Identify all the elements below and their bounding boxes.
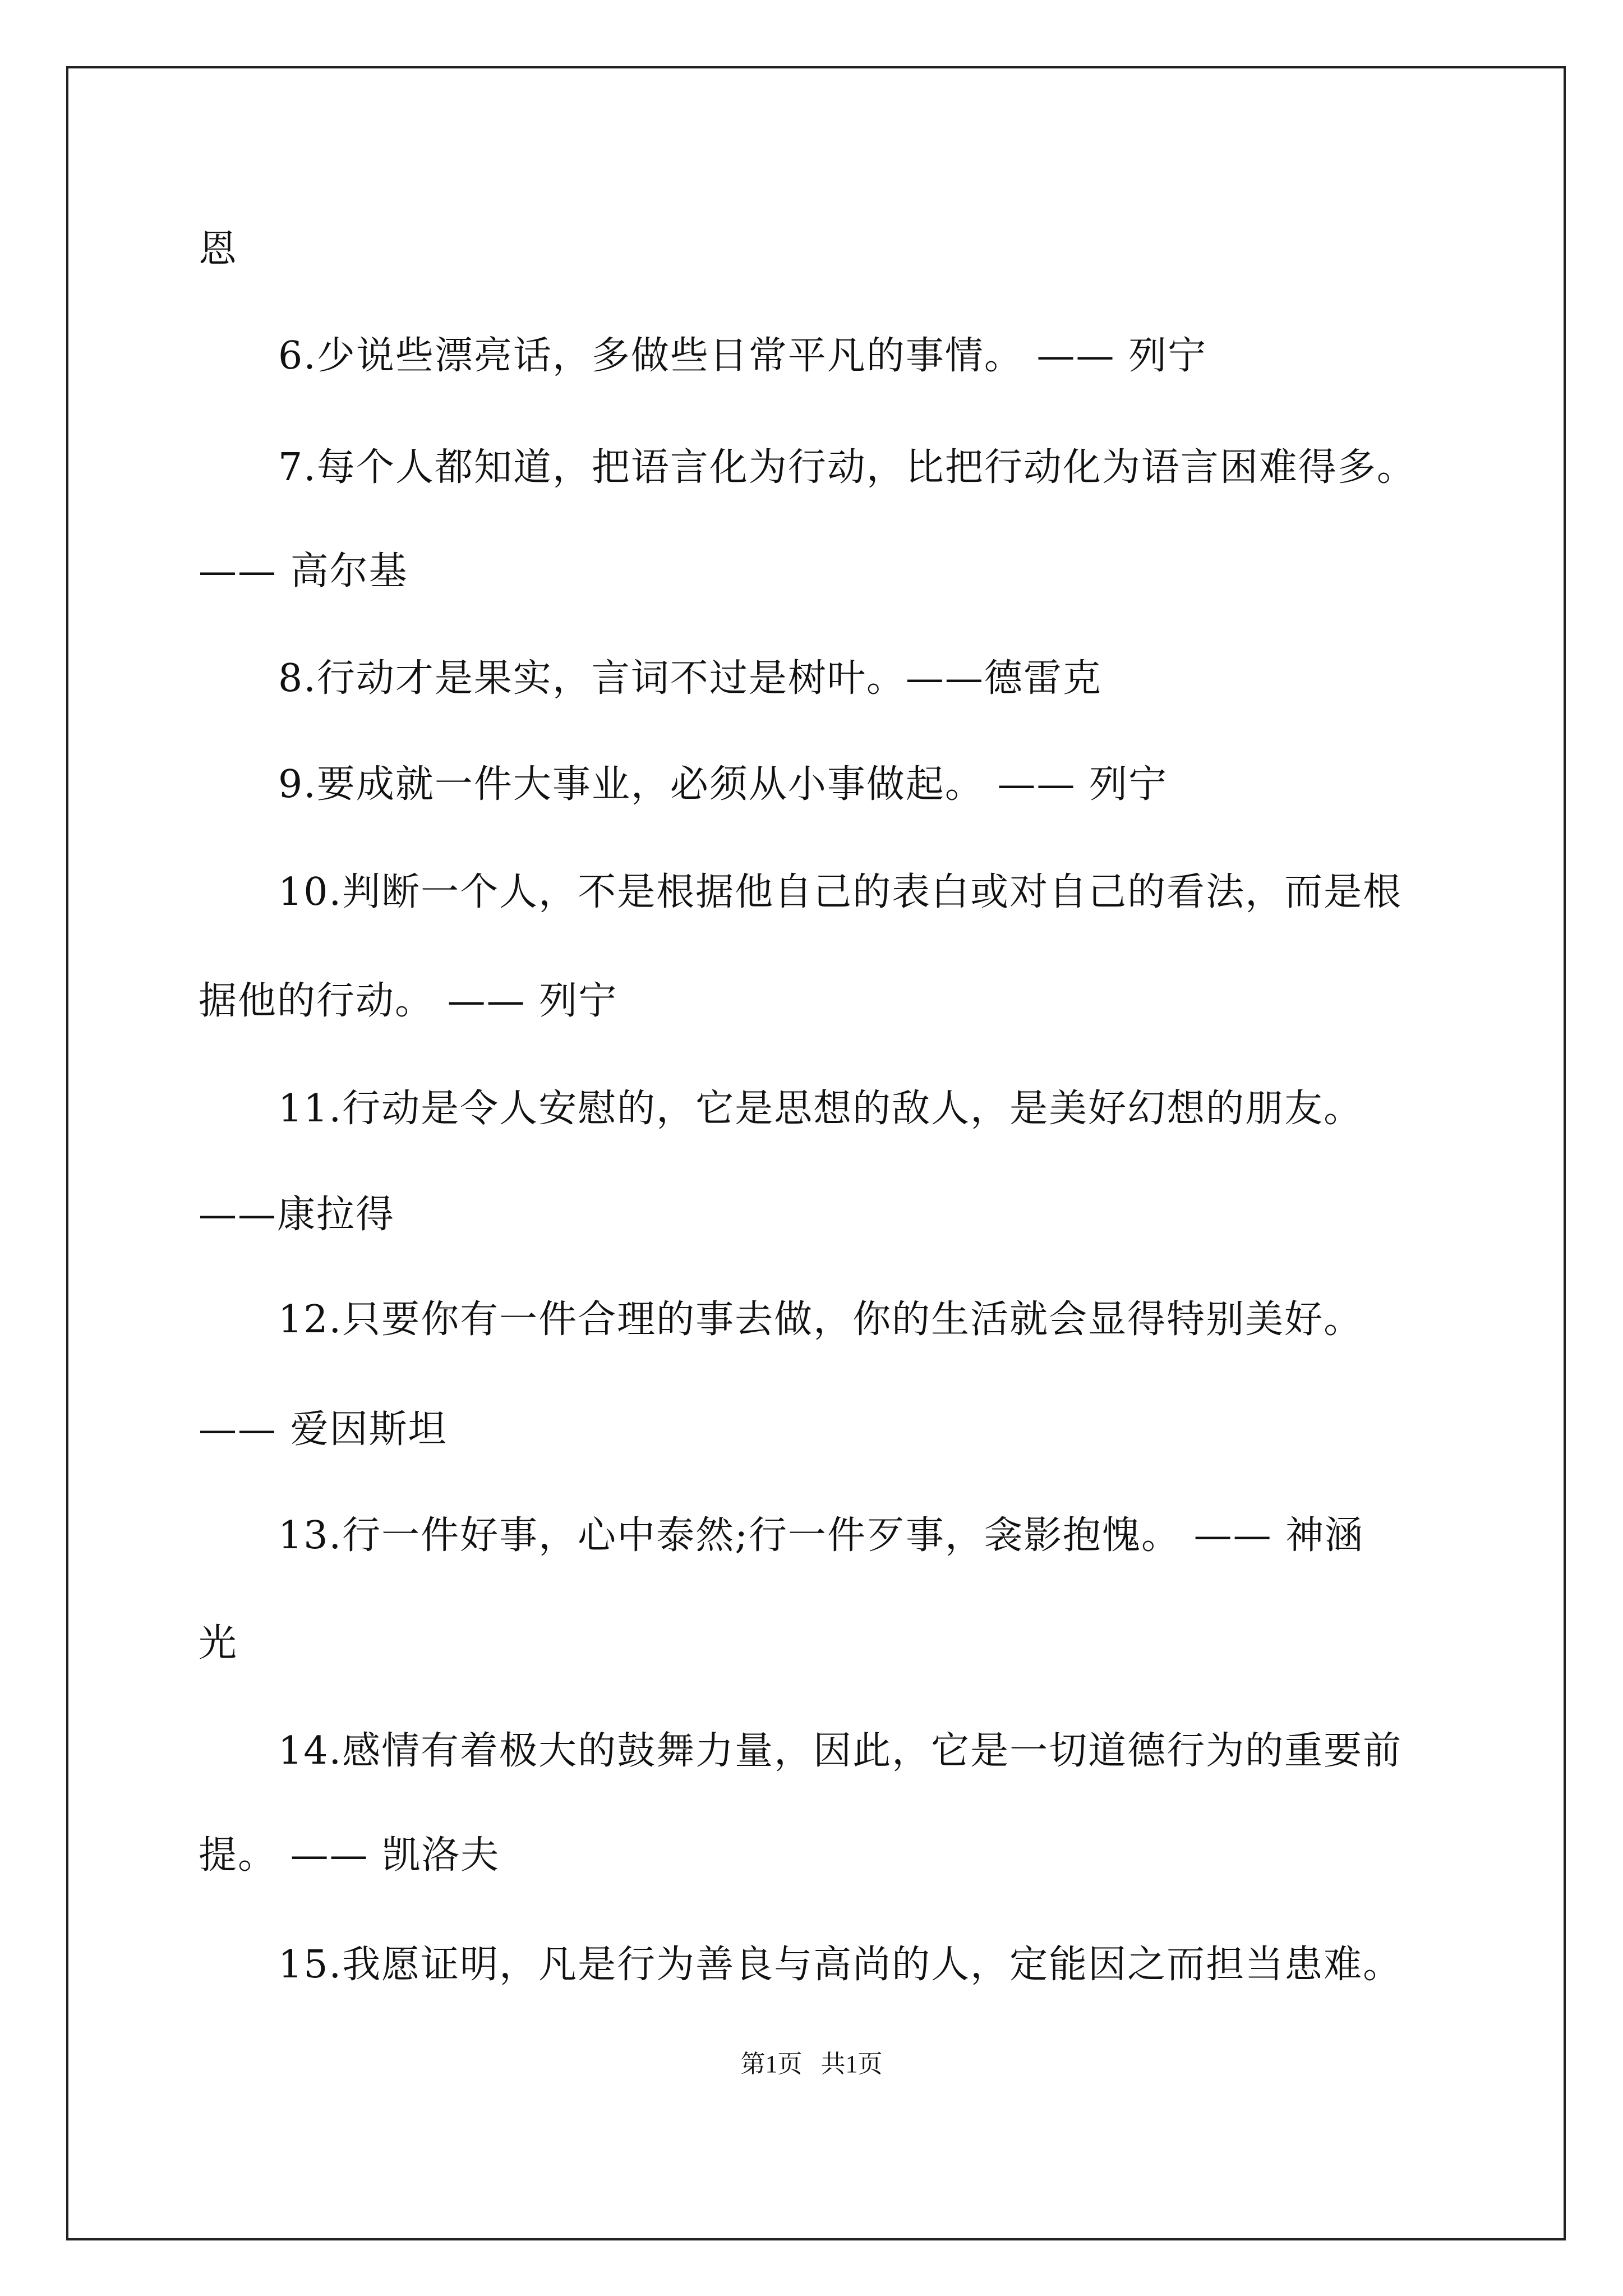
text-line: 提。 —— 凯洛夫 <box>199 1833 500 1878</box>
text-line: ——康拉得 <box>199 1193 395 1237</box>
text-line: 8.行动才是果实，言词不过是树叶。——德雷克 <box>278 656 1102 701</box>
text-line: 9.要成就一件大事业，必须从小事做起。 —— 列宁 <box>278 762 1168 807</box>
text-line: 12.只要你有一件合理的事去做，你的生活就会显得特别美好。 <box>278 1297 1363 1342</box>
page-number: 第1页 共1页 <box>740 2050 883 2078</box>
text-line: —— 高尔基 <box>199 549 408 593</box>
text-line: 6.少说些漂亮话，多做些日常平凡的事情。 —— 列宁 <box>278 334 1207 378</box>
text-line: 光 <box>199 1621 238 1665</box>
text-line: 恩 <box>199 227 238 272</box>
text-line: 10.判断一个人，不是根据他自己的表白或对自己的看法，而是根 <box>278 870 1403 914</box>
text-line: 据他的行动。 —— 列宁 <box>199 979 618 1023</box>
page-frame <box>66 66 1566 2240</box>
text-line: 14.感情有着极大的鼓舞力量，因此，它是一切道德行为的重要前 <box>278 1729 1403 1773</box>
text-line: 13.行一件好事，心中泰然;行一件歹事，衾影抱愧。 —— 神涵 <box>278 1513 1364 1558</box>
text-line: —— 爱因斯坦 <box>199 1407 448 1452</box>
text-line: 7.每个人都知道，把语言化为行动，比把行动化为语言困难得多。 <box>278 445 1416 490</box>
text-line: 15.我愿证明，凡是行为善良与高尚的人，定能因之而担当患难。 <box>278 1943 1403 1987</box>
text-line: 11.行动是令人安慰的，它是思想的敌人，是美好幻想的朋友。 <box>278 1087 1363 1131</box>
